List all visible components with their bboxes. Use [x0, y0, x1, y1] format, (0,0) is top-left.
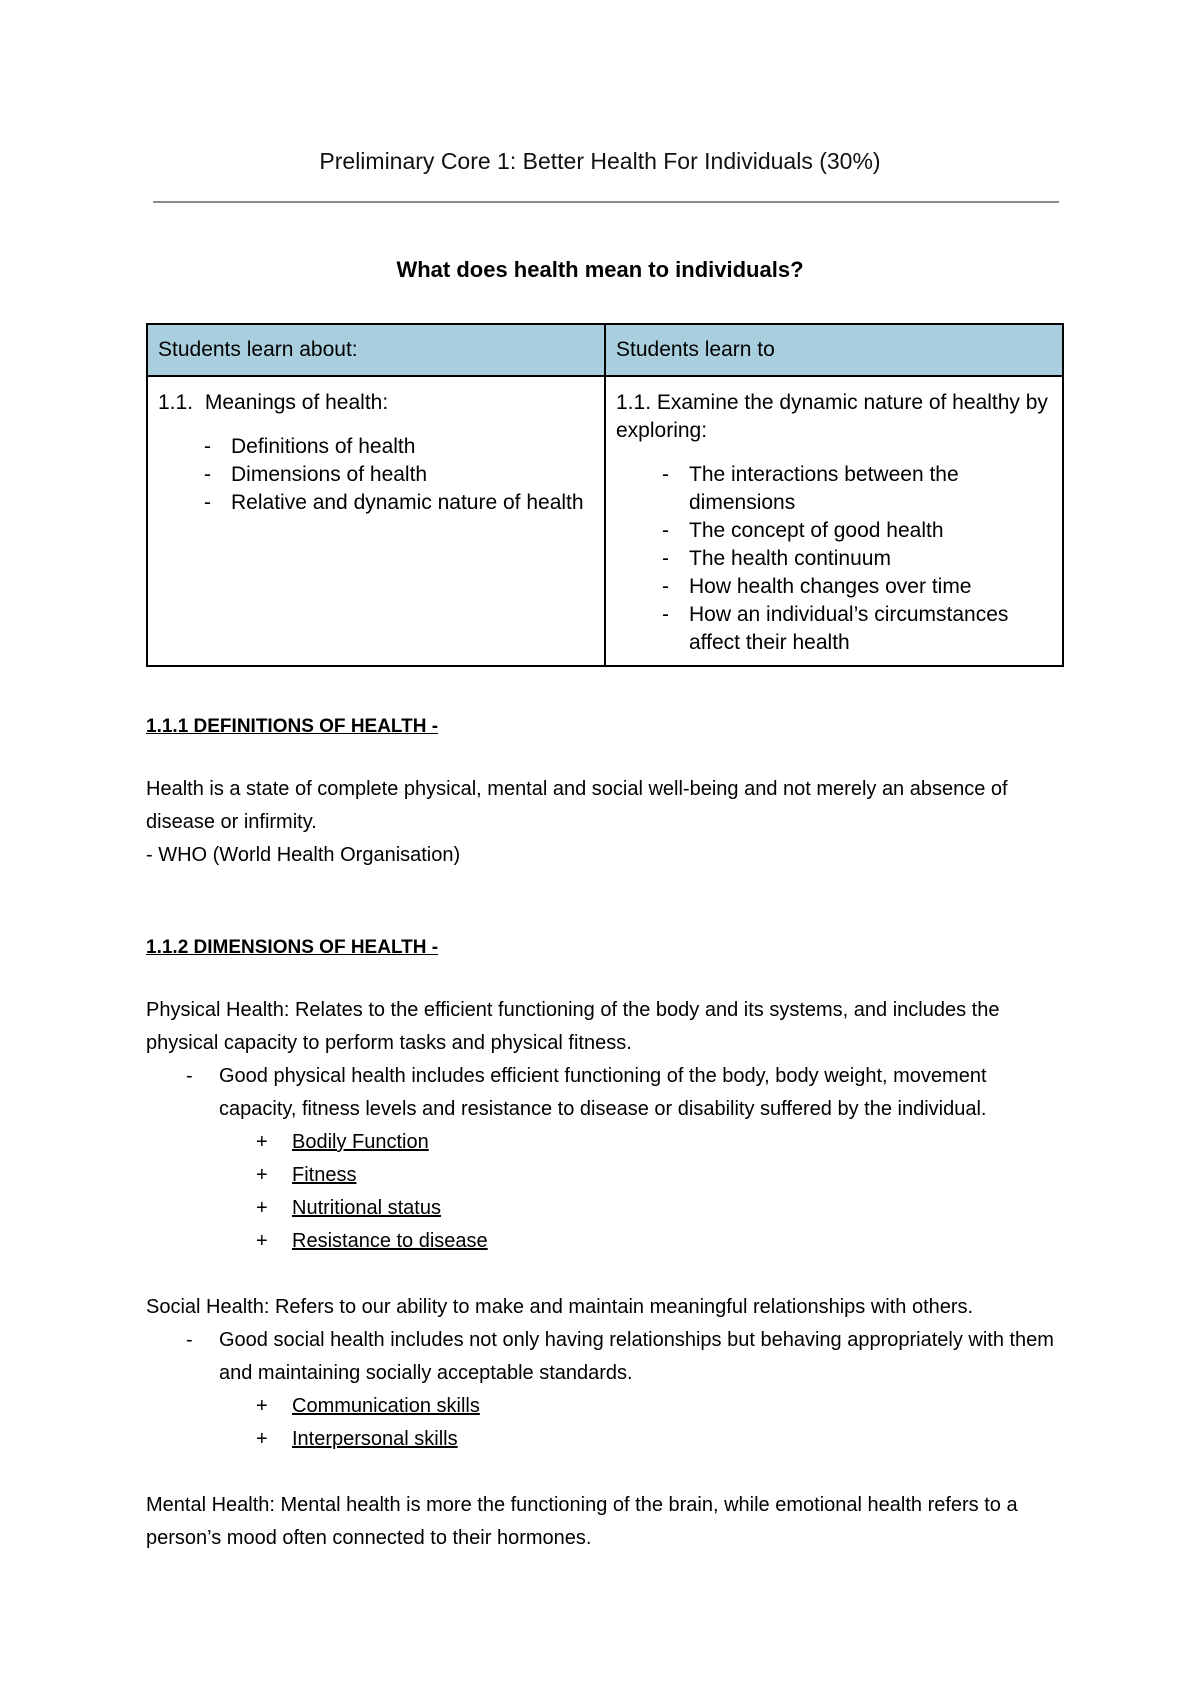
component-label: Resistance to disease [292, 1230, 488, 1252]
list-item: - The concept of good health [616, 517, 1052, 545]
plus-icon: + [256, 1230, 268, 1252]
component-label: Interpersonal skills [292, 1428, 458, 1450]
cell-lead-text: 1.1. Examine the dynamic nature of healthy by exploring: [616, 391, 1048, 442]
physical-health-text: Physical Health: Relates to the efficient functioning of the body and its systems, and includes the physical capacity to perform tasks and physical fitness. [146, 999, 1000, 1054]
plus-icon: + [256, 1164, 268, 1186]
component-label: Communication skills [292, 1395, 480, 1417]
table-cell-learn-to [605, 376, 1063, 666]
list-item: - Good physical health includes efficient functioning of the body, body weight, movement capacity, fitness levels and resistance to disease or disability suffered by the individual. [146, 1060, 1066, 1126]
list-item [146, 1423, 1066, 1456]
list-item: - Definitions of health [158, 433, 594, 461]
social-health-components [146, 1390, 1066, 1456]
table-header-learn-to: Students learn to [605, 324, 1063, 376]
table-cell-learn-about [147, 376, 605, 666]
plus-icon: + [256, 1428, 268, 1450]
social-health-text: Social Health: Refers to our ability to make and maintain meaningful relationships with others. [146, 1296, 974, 1318]
list-item [146, 1159, 1066, 1192]
table-header-learn-about: Students learn about: [147, 324, 605, 376]
plus-icon: + [256, 1197, 268, 1219]
dimensions-section [146, 931, 1066, 1555]
document-header: Preliminary Core 1: Better Health For Individuals (30%) [319, 148, 881, 174]
list-item: - The interactions between the dimensions [616, 461, 1052, 517]
list-item [146, 1126, 1066, 1159]
learning-outcomes-table [146, 323, 1064, 667]
plus-icon: + [256, 1395, 268, 1417]
list-item [146, 1390, 1066, 1423]
cell-number: 1.1. [158, 391, 194, 414]
list-item: - How an individual’s circumstances affect their health [616, 601, 1052, 657]
physical-health-bullets [146, 1060, 1066, 1126]
component-label: Fitness [292, 1164, 357, 1186]
dimensions-heading: 1.1.2 DIMENSIONS OF HEALTH - [146, 937, 439, 958]
definition-text: Health is a state of complete physical, mental and social well-being and not merely an absence of disease or infirmity. [146, 778, 1008, 833]
list-item: - How health changes over time [616, 573, 1052, 601]
social-health-bullets [146, 1324, 1066, 1390]
list-item: - Dimensions of health [158, 461, 594, 489]
list-item [146, 1192, 1066, 1225]
list-item: - The health continuum [616, 545, 1052, 573]
definitions-heading: 1.1.1 DEFINITIONS OF HEALTH - [146, 716, 439, 737]
component-label: Bodily Function [292, 1131, 429, 1153]
list-item: - Good social health includes not only having relationships but behaving appropriately with them and maintaining socially acceptable standards. [146, 1324, 1066, 1390]
mental-health-text: Mental Health: Mental health is more the functioning of the brain, while emotional health refers to a person’s mood often connected to their hormones. [146, 1494, 1018, 1549]
learn-about-list [158, 433, 594, 517]
cell-lead [158, 389, 594, 417]
header-divider [153, 201, 1059, 203]
cell-lead-text: Meanings of health: [204, 391, 389, 414]
section-title: What does health mean to individuals? [396, 257, 804, 282]
definition-source: - WHO (World Health Organisation) [146, 844, 461, 866]
list-item [146, 1225, 1066, 1258]
learn-to-list [616, 461, 1052, 657]
physical-health-components [146, 1126, 1066, 1258]
list-item: - Relative and dynamic nature of health [158, 489, 594, 517]
component-label: Nutritional status [292, 1197, 441, 1219]
definitions-section [146, 710, 1066, 872]
plus-icon: + [256, 1131, 268, 1153]
